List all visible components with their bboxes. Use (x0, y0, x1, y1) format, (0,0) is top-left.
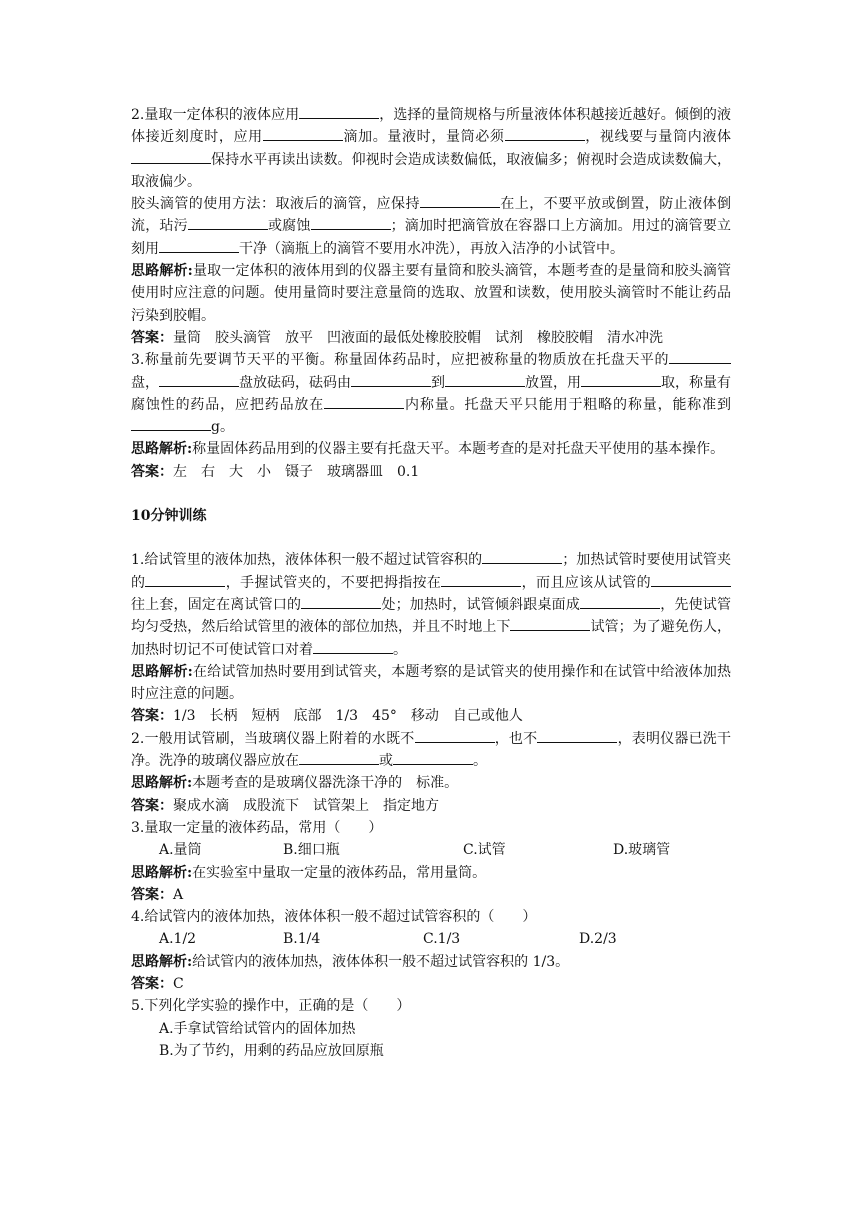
blank (537, 728, 617, 743)
t3-stem: 3.量取一定量的液体药品，常用（ ） (131, 819, 383, 836)
blank (445, 372, 525, 387)
blank (393, 750, 473, 765)
option-c: C.试管 (463, 842, 506, 859)
blank (131, 149, 211, 164)
blank (324, 394, 404, 409)
option-d: D.2/3 (579, 931, 617, 948)
q3-stem: 3.称量前先要调节天平的平衡。称量固体药品时，应把被称量的物质放在托盘天平的盘， 盘放砝码，砝码由 到 放置，用 取，称量有腐蚀性的药品，应把药品放在 内称量。托盘天平只能用于粗略的称量，能称准到g。 (131, 349, 731, 438)
q2-answer: 答案：量筒 胶头滴管 放平 凹液面的最低处橡胶胶帽 试剂 橡胶胶帽 清水冲洗 (131, 329, 663, 346)
blank (299, 750, 379, 765)
option-a: A.量筒 (159, 842, 202, 859)
option-b: B.为了节约，用剩的药品应放回原瓶 (159, 1042, 384, 1059)
q3-analysis: 思路解析:称量固体药品用到的仪器主要有托盘天平。本题考查的是对托盘天平使用的基本操作。 (131, 441, 725, 458)
blank (420, 193, 500, 208)
t1-analysis: 思路解析:在给试管加热时要用到试管夹，本题考察的是试管夹的使用操作和在试管中给液体加热时应注意的问题。 (131, 663, 732, 703)
option-c: C.1/3 (423, 931, 461, 948)
blank (299, 104, 379, 119)
t4-options (131, 928, 731, 950)
blank (510, 616, 590, 631)
blank (263, 126, 343, 141)
t1-answer: 答案：1/3 长柄 短柄 底部 1/3 45° 移动 自己或他人 (131, 708, 523, 725)
document-page (131, 104, 731, 1062)
blank (311, 215, 391, 230)
blank (651, 572, 731, 587)
t3-analysis: 思路解析:在实验室中量取一定量的液体药品，常用量筒。 (131, 864, 487, 881)
t2-stem: 2.一般用试管刷，当玻璃仪器上附着的水既不 ，也不 ，表明仪器已洗干净。洗净的玻璃仪器应放在 或 。 (131, 728, 731, 773)
t3-answer: 答案：A (131, 886, 184, 903)
blank (505, 126, 585, 141)
q2-stem: 2.量取一定体积的液体应用 ，选择的量筒规格与所量液体体积越接近越好。倾倒的液体接近刻度时，应用 滴加。量液时，量筒必须 ，视线要与量筒内液体保持水平再读出读数。仰视时会造成读数偏低，取液偏多；俯视时会造成读数偏大，取液偏少。 (131, 104, 731, 193)
q2-dropper: 胶头滴管的使用方法：取液后的滴管，应保持 在上，不要平放或倒置，防止液体倒流，玷污 或腐蚀 ；滴加时把滴管放在容器口上方滴加。用过的滴管要立刻用 干净（滴瓶上的滴管不要用水冲洗），再放入洁净的小试管中。 (131, 193, 731, 260)
q3-answer: 答案：左 右 大 小 镊子 玻璃器皿 0.1 (131, 463, 420, 480)
blank (581, 372, 661, 387)
option-b: B.细口瓶 (283, 842, 340, 859)
blank (441, 572, 521, 587)
blank (351, 372, 431, 387)
option-b: B.1/4 (283, 931, 321, 948)
t2-analysis: 思路解析:本题考查的是玻璃仪器洗涤干净的 标准。 (131, 775, 459, 792)
blank (188, 215, 268, 230)
option-a: A.手拿试管给试管内的固体加热 (159, 1020, 356, 1037)
option-d: D.玻璃管 (613, 842, 671, 859)
t3-options (131, 839, 731, 861)
option-a: A.1/2 (159, 931, 197, 948)
blank (415, 728, 495, 743)
blank (145, 572, 225, 587)
blank (580, 594, 660, 609)
blank (669, 349, 731, 364)
section-title: 10分钟训练 (131, 508, 207, 525)
blank (313, 639, 393, 654)
t5-stem: 5.下列化学实验的操作中，正确的是（ ） (131, 998, 411, 1015)
blank (159, 372, 239, 387)
blank (482, 549, 562, 564)
blank (159, 238, 239, 253)
t2-answer: 答案：聚成水滴 成股流下 试管架上 指定地方 (131, 797, 439, 814)
t4-stem: 4.给试管内的液体加热，液体体积一般不超过试管容积的（ ） (131, 909, 537, 926)
t1-stem: 1.给试管里的液体加热，液体体积一般不超过试管容积的 ；加热试管时要使用试管夹的 ，手握试管夹的，不要把拇指按在 ，而且应该从试管的往上套，固定在离试管口的 处；加热时，试管倾斜跟桌面成 ，先使试管均匀受热，然后给试管里的液体的部位加热，并且不时地上下 试管；为了避免伤人，加热时切记不可使试管口对着 。 (131, 549, 731, 660)
blank (301, 594, 381, 609)
t4-answer: 答案：C (131, 975, 184, 992)
t4-analysis: 思路解析:给试管内的液体加热，液体体积一般不超过试管容积的 1/3。 (131, 953, 570, 970)
q2-analysis: 思路解析:量取一定体积的液体用到的仪器主要有量筒和胶头滴管，本题考查的是量筒和胶头滴管使用时应注意的问题。使用量筒时要注意量筒的选取、放置和读数，使用胶头滴管时不能让药品污染到胶帽。 (131, 263, 732, 324)
blank (131, 416, 211, 431)
